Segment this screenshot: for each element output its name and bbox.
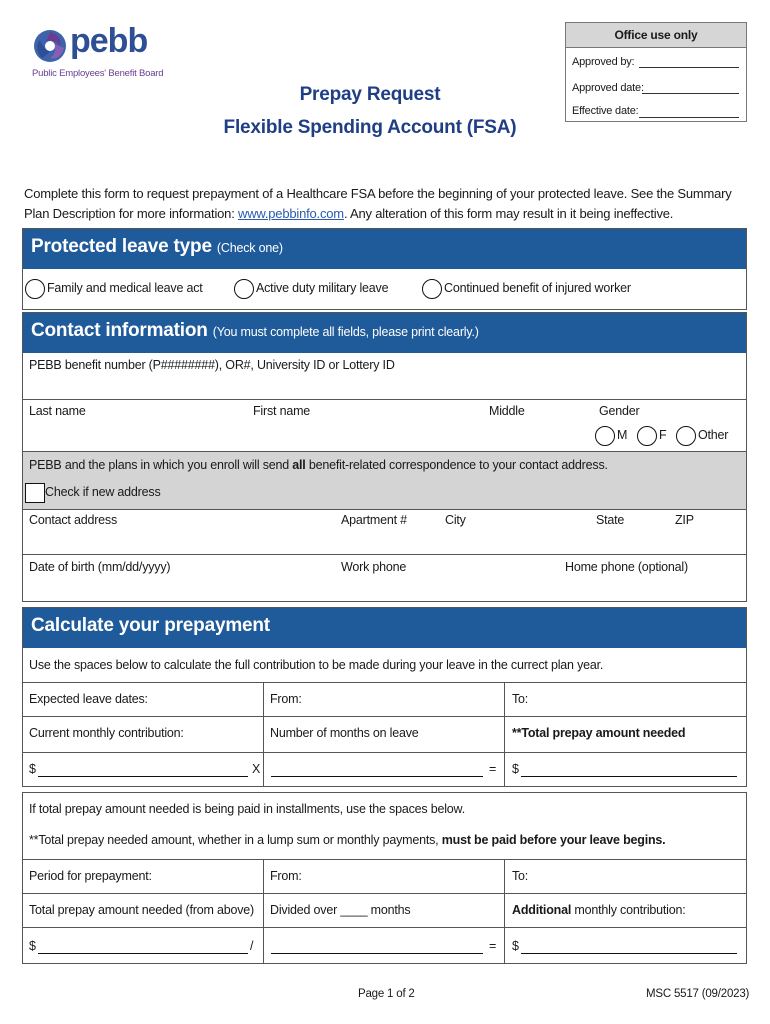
option-injured-worker-label: Continued benefit of injured worker [444,281,631,295]
radio-active-duty[interactable] [234,279,254,299]
period-label: Period for prepayment: [29,869,152,883]
installment-equals-sign: = [489,939,497,953]
form-code: MSC 5517 (09/2023) [646,988,750,1000]
additional-dollar-sign: $ [512,939,519,953]
gender-f-label: F [659,428,667,442]
logo-subtitle: Public Employees' Benefit Board [32,68,164,79]
calculate-header [23,608,746,648]
leave-dates-label: Expected leave dates: [29,692,148,706]
installments-section [22,792,747,964]
installment-dollar-sign: $ [29,939,36,953]
calculate-section [22,607,747,787]
protected-leave-section [22,228,747,310]
installment-total-field[interactable] [38,953,248,954]
months-field[interactable] [271,776,483,777]
monthly-dollar-sign: $ [29,762,36,776]
office-use-box [565,22,747,122]
gender-other-label: Other [698,428,729,442]
benefit-number-label: PEBB benefit number (P########), OR#, University ID or Lottery ID [29,358,395,372]
approved-by-label: Approved by: [572,56,635,68]
pebb-logo-icon [32,28,68,64]
intro-text [24,184,754,224]
effective-date-label: Effective date: [572,105,639,117]
form-title: Prepay Request [299,84,441,105]
monthly-contribution-field[interactable] [38,776,248,777]
protected-leave-heading: Protected leave type [31,236,212,257]
contact-heading: Contact information [31,320,208,341]
monthly-contribution-label: Current monthly contribution: [29,726,184,740]
pebbinfo-link[interactable]: www.pebbinfo.com [238,206,344,221]
period-to-label: To: [512,869,529,883]
approved-date-label: Approved date: [572,82,644,94]
protected-leave-header [23,229,746,269]
total-from-above-label: Total prepay amount needed (from above) [29,903,254,917]
radio-gender-other[interactable] [676,426,696,446]
months-on-leave-label: Number of months on leave [270,726,419,740]
period-from-label: From: [270,869,302,883]
first-name-label: First name [253,404,311,418]
radio-injured-worker[interactable] [422,279,442,299]
zip-label: ZIP [675,513,694,527]
total-prepay-field[interactable] [521,776,737,777]
contact-hint: (You must complete all fields, please print clearly.) [212,325,479,339]
page-number: Page 1 of 2 [358,988,415,1000]
pebb-logo [32,22,182,84]
new-address-label: Check if new address [45,485,161,499]
slash-sign: / [250,939,254,953]
state-label: State [596,513,625,527]
radio-gender-f[interactable] [637,426,657,446]
intro-line3: . Any alteration of this form may result in it being ineffective. [343,206,674,221]
approved-by-field[interactable] [639,67,739,68]
office-use-title: Office use only [566,23,746,48]
intro-line2: Plan Description for more information: [24,206,239,221]
contact-section [22,312,747,602]
divided-over-label: Divided over ____ months [270,903,411,917]
dob-label: Date of birth (mm/dd/yyyy) [29,560,171,574]
total-dollar-sign: $ [512,762,519,776]
protected-leave-hint: (Check one) [216,241,283,255]
calculate-heading: Calculate your prepayment [31,615,270,636]
installment-months-field[interactable] [271,953,483,954]
additional-contribution-field[interactable] [521,953,737,954]
new-address-checkbox[interactable] [25,483,45,503]
gender-label: Gender [599,404,640,418]
times-sign: X [252,762,261,776]
option-active-duty-label: Active duty military leave [256,281,389,295]
installments-intro: If total prepay amount needed is being paid in installments, use the spaces below. [29,802,465,816]
form-subtitle: Flexible Spending Account (FSA) [223,117,517,138]
total-prepay-label: **Total prepay amount needed [512,726,686,740]
city-label: City [445,513,466,527]
apartment-label: Apartment # [341,513,407,527]
equals-sign: = [489,762,497,776]
logo-wordmark: pebb [70,22,148,60]
work-phone-label: Work phone [341,560,407,574]
installments-note: **Total prepay needed amount, whether in a lump sum or monthly payments, must be paid before your leave begins. [29,833,666,847]
additional-contribution-label: Additional monthly contribution: [512,903,686,917]
last-name-label: Last name [29,404,86,418]
calculate-intro: Use the spaces below to calculate the full contribution to be made during your leave in the currect plan year. [29,658,604,672]
contact-header [23,313,746,353]
home-phone-label: Home phone (optional) [565,560,688,574]
radio-family-medical[interactable] [25,279,45,299]
leave-from-label: From: [270,692,302,706]
address-label: Contact address [29,513,118,527]
leave-to-label: To: [512,692,529,706]
middle-label: Middle [489,404,525,418]
notice-text: PEBB and the plans in which you enroll will send all benefit-related correspondence to your contact address. [29,458,608,472]
radio-gender-m[interactable] [595,426,615,446]
intro-line1: Complete this form to request prepayment of a Healthcare FSA before the beginning of your protected leave. See the Summary [24,186,732,201]
option-family-medical-label: Family and medical leave act [47,281,203,295]
gender-m-label: M [617,428,628,442]
